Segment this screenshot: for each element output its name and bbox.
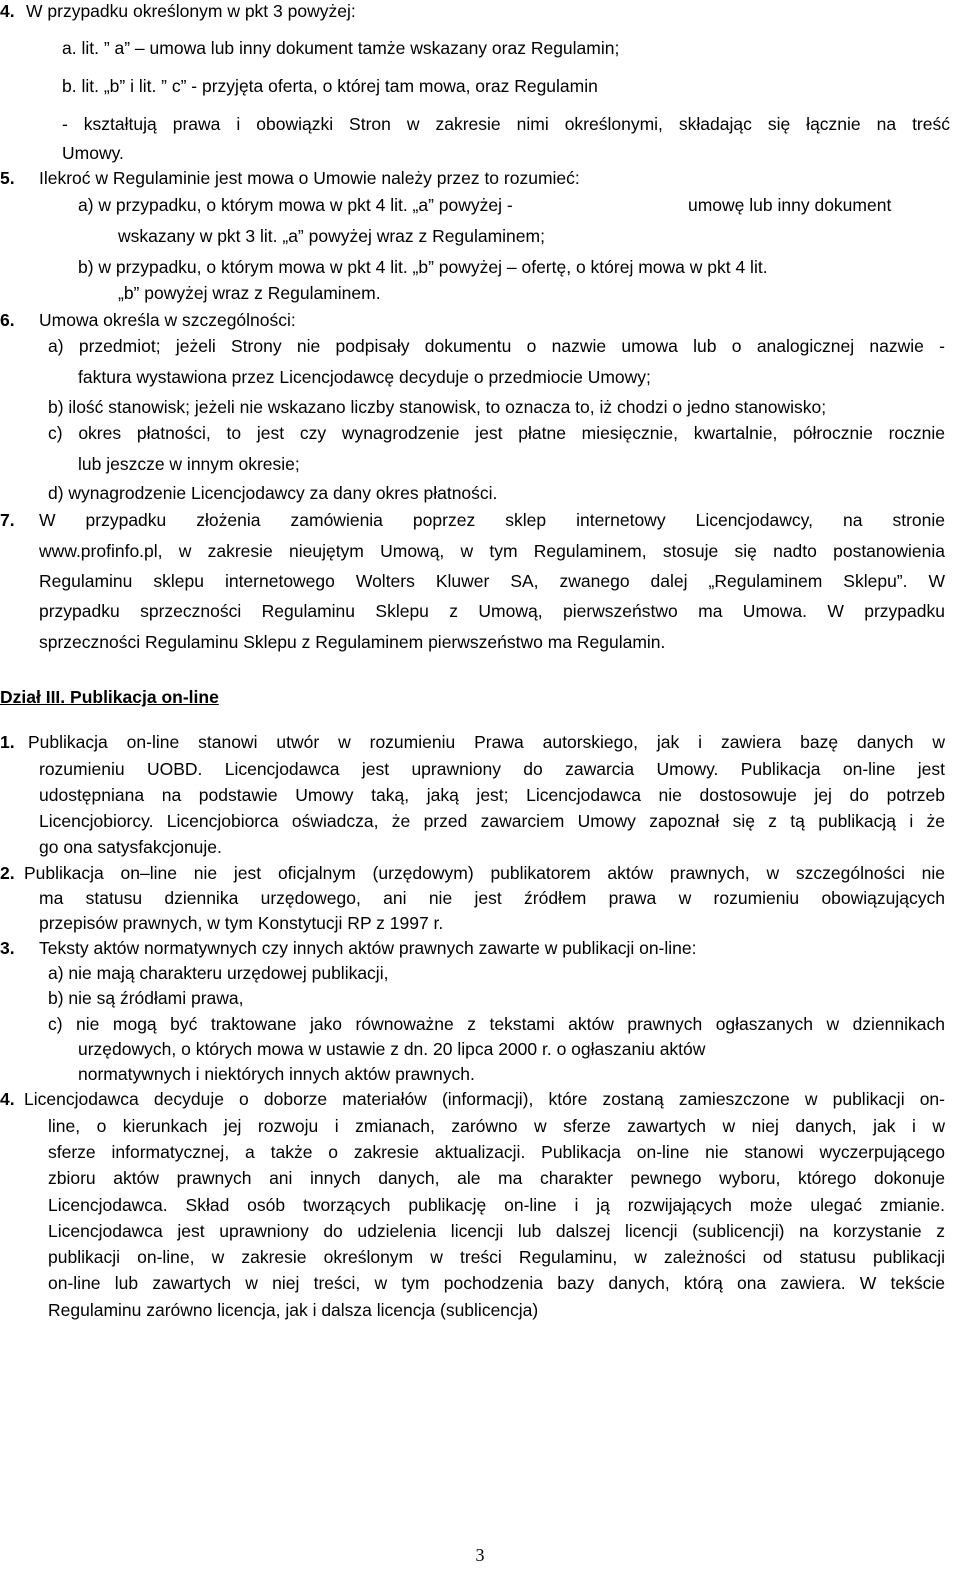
list-item: wskazany w pkt 3 lit. „a” powyżej wraz z Regulaminem; [118, 226, 545, 246]
paragraph-line: Licencjobiorcy. Licencjobiorca oświadcza, że przed zawarciem Umowy zapoznał się z tą publikacją i że [39, 811, 945, 831]
paragraph-line: www.profinfo.pl, w zakresie nieujętym Umową, w tym Regulaminem, stosuje się nadto postanowienia [39, 541, 945, 561]
paragraph-line: on-line lub zawartych w niej treści, w tym pochodzenia bazy danych, którą ona zawiera. W tekście [48, 1273, 945, 1293]
paragraph-number: 2. [0, 863, 15, 883]
list-item: a) w przypadku, o którym mowa w pkt 4 lit. „a” powyżej - [78, 195, 513, 215]
list-item: b) ilość stanowisk; jeżeli nie wskazano liczby stanowisk, to oznacza to, iż chodzi o jedno stanowisko; [48, 397, 827, 417]
paragraph-line: sprzeczności Regulaminu Sklepu z Regulaminem pierwszeństwo ma Regulamin. [39, 632, 666, 652]
list-item: normatywnych i niektórych innych aktów prawnych. [78, 1064, 475, 1084]
list-item: b) nie są źródłami prawa, [48, 988, 244, 1008]
paragraph-line: go ona satysfakcjonuje. [39, 837, 222, 857]
section-number: 5. [0, 168, 15, 188]
paragraph-line: Regulaminu sklepu internetowego Wolters Kluwer SA, zwanego dalej „Regulaminem Sklepu”. W [39, 571, 945, 591]
paragraph-number: 4. [0, 1089, 15, 1109]
list-item: b. lit. „b” i lit. ” c” - przyjęta oferta, o której tam mowa, oraz Regulamin [62, 76, 598, 96]
list-item: d) wynagrodzenie Licencjodawcy za dany okres płatności. [48, 483, 498, 503]
paragraph-line: - kształtują prawa i obowiązki Stron w zakresie nimi określonymi, składając się łącznie na treść [62, 114, 950, 134]
paragraph-line: Publikacja on–line nie jest oficjalnym (urzędowym) publikatorem aktów prawnych, w szczególności nie [24, 863, 945, 883]
section-number: 6. [0, 310, 15, 330]
paragraph-line: Regulaminu zarówno licencja, jak i dalsza licencja (sublicencja) [48, 1300, 539, 1320]
paragraph-line: Licencjodawca decyduje o doborze materiałów (informacji), które zostaną zamieszczone w publikacji on- [24, 1089, 945, 1109]
chapter-heading: Dział III. Publikacja on-line [0, 687, 219, 707]
list-item: a. lit. ” a” – umowa lub inny dokument tamże wskazany oraz Regulamin; [62, 38, 620, 58]
page-number: 3 [475, 1545, 485, 1565]
paragraph-line: rozumieniu UOBD. Licencjodawca jest uprawniony do zawarcia Umowy. Publikacja on-line jest [39, 759, 945, 779]
section-title: Umowa określa w szczególności: [39, 310, 296, 330]
list-item: c) nie mogą być traktowane jako równoważne z tekstami aktów prawnych ogłaszanych w dziennikach [48, 1014, 945, 1034]
section-number: 4. [0, 1, 15, 21]
section-title: Ilekroć w Regulaminie jest mowa o Umowie należy przez to rozumieć: [39, 168, 580, 188]
list-item: a) przedmiot; jeżeli Strony nie podpisały dokumentu o nazwie umowa lub o analogicznej nazwie - [48, 336, 945, 356]
paragraph-line: sferze informatycznej, a także o zakresie aktualizacji. Publikacja on-line nie stanowi wyczerpującego [48, 1142, 945, 1162]
list-item: lub jeszcze w innym okresie; [78, 454, 300, 474]
paragraph-line: zbioru aktów prawnych ani innych danych, ale ma charakter pewnego wyboru, którego dokonuje [48, 1168, 945, 1188]
paragraph-line: przypadku sprzeczności Regulaminu Sklepu z Umową, pierwszeństwo ma Umowa. W przypadku [39, 601, 945, 621]
paragraph-line: Umowy. [62, 143, 124, 163]
paragraph-line: przepisów prawnych, w tym Konstytucji RP z 1997 r. [39, 913, 444, 933]
list-item: urzędowych, o których mowa w ustawie z dn. 20 lipca 2000 r. o ogłaszaniu aktów [78, 1039, 706, 1059]
paragraph-line: ma statusu dziennika urzędowego, ani nie jest źródłem prawa w rozumieniu obowiązujących [39, 888, 945, 908]
section-title: W przypadku określonym w pkt 3 powyżej: [26, 1, 356, 21]
paragraph-number: 1. [0, 732, 15, 752]
paragraph-line: Publikacja on-line stanowi utwór w rozumieniu Prawa autorskiego, jak i zawiera bazę danych w [28, 732, 945, 752]
list-item: faktura wystawiona przez Licencjodawcę decyduje o przedmiocie Umowy; [78, 367, 651, 387]
paragraph-line: publikacji on-line, w zakresie określonym w treści Regulaminu, w zależności od statusu publikacji [48, 1247, 945, 1267]
list-item: a) nie mają charakteru urzędowej publikacji, [48, 963, 389, 983]
list-item: c) okres płatności, to jest czy wynagrodzenie jest płatne miesięcznie, kwartalnie, półrocznie rocznie [48, 423, 945, 443]
paragraph-title: Teksty aktów normatywnych czy innych aktów prawnych zawarte w publikacji on-line: [39, 938, 697, 958]
paragraph-line: W przypadku złożenia zamówienia poprzez sklep internetowy Licencjodawcy, na stronie [39, 510, 945, 530]
paragraph-line: line, o kierunkach jej rozwoju i zmianach, zarówno w sferze zawartych w niej danych, jak i w [48, 1116, 945, 1136]
paragraph-line: udostępniana na podstawie Umowy taką, jaką jest; Licencjodawca nie dostosowuje jej do potrzeb [39, 785, 945, 805]
paragraph-line: Licencjodawca jest uprawniony do udzielenia licencji lub dalszej licencji (sublicencji) na korzystanie z [48, 1221, 945, 1241]
paragraph-line: Licencjodawca. Skład osób tworzących publikację on-line i ją rozwijających może ulegać zmianie. [48, 1195, 945, 1215]
list-item: „b” powyżej wraz z Regulaminem. [118, 283, 381, 303]
list-item: b) w przypadku, o którym mowa w pkt 4 lit. „b” powyżej – ofertę, o której mowa w pkt 4 lit. [78, 257, 768, 277]
section-number: 7. [0, 510, 15, 530]
paragraph-number: 3. [0, 938, 15, 958]
list-item-continuation: umowę lub inny dokument [688, 195, 892, 215]
